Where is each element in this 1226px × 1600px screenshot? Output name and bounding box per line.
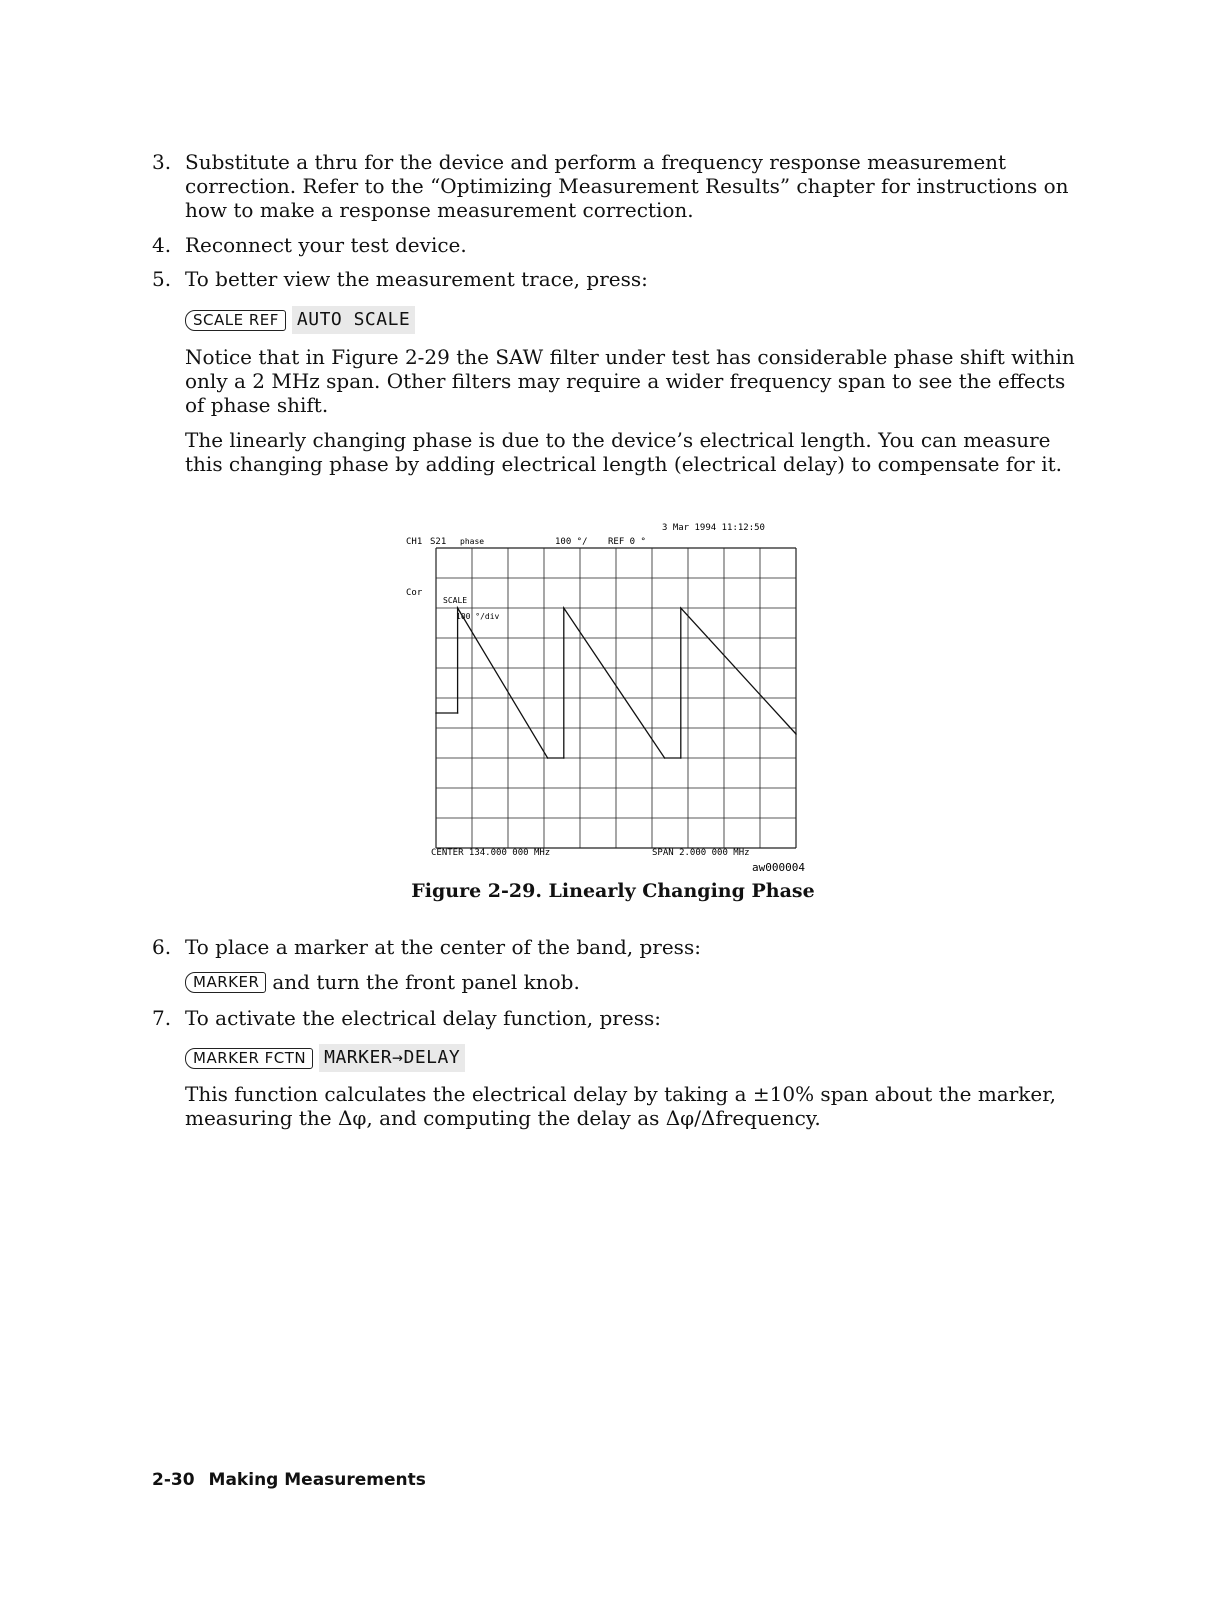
step-number: 7. [152, 1006, 172, 1030]
marker-instruction: and turn the front panel knob. [272, 970, 580, 994]
notice-paragraph: Notice that in Figure 2-29 the SAW filter under test has considerable phase shift within only a 2 MHz span. Other filters may require a wider frequency span to see the effects of phase shift. [185, 345, 1075, 417]
marker-key: MARKER [185, 972, 266, 993]
scale-per-div-label: 100 °/ [555, 537, 588, 547]
step-text: Reconnect your test device. [185, 233, 467, 257]
trace-point [795, 733, 797, 735]
section-title: Making Measurements [208, 1470, 426, 1490]
step-5 [152, 267, 1092, 291]
page-number: 2-30 [152, 1470, 195, 1490]
step-6 [152, 935, 1092, 959]
span-label: SPAN 2.000 000 MHz [652, 848, 750, 858]
cor-label: Cor [406, 588, 423, 598]
trace-point [435, 712, 437, 714]
param-label: S21 [430, 537, 447, 547]
step-number: 4. [152, 233, 172, 257]
scale-annotation-label: SCALE [443, 596, 468, 605]
trace-point [563, 607, 565, 609]
figure-2-29 [400, 515, 850, 895]
channel-label: CH1 [406, 537, 423, 547]
function-paragraph: This function calculates the electrical delay by taking a ±10% span about the marker, measuring the Δφ, and computing the delay as Δφ/Δfrequency. [185, 1082, 1056, 1130]
step-text: To better view the measurement trace, press: [185, 267, 648, 291]
trace-point [664, 757, 666, 759]
step-number: 3. [152, 150, 172, 174]
step-number: 6. [152, 935, 172, 959]
figure-caption: Figure 2-29. Linearly Changing Phase [411, 880, 815, 902]
scale-value-label: 100 °/div [456, 612, 500, 621]
plot-grid [436, 548, 796, 848]
analyzer-screen-plot [400, 515, 850, 895]
center-freq-label: CENTER 134.000 000 MHz [431, 848, 551, 858]
trace-point [680, 757, 682, 759]
keystroke-marker [185, 969, 580, 995]
auto-scale-softkey: AUTO SCALE [292, 306, 415, 334]
trace-point [563, 757, 565, 759]
step-text: To place a marker at the center of the band, press: [185, 935, 701, 959]
step-3 [152, 150, 1092, 222]
trace-point [457, 712, 459, 714]
format-label: phase [460, 537, 485, 546]
trace-point [457, 607, 459, 609]
step-7 [152, 1006, 1092, 1030]
figure-id-label: aw000004 [752, 861, 805, 874]
page-footer [152, 1470, 426, 1490]
marker-fctn-key: MARKER FCTN [185, 1048, 313, 1069]
step-number: 5. [152, 267, 172, 291]
step-4 [152, 233, 1092, 257]
step-text: Substitute a thru for the device and perform a frequency response measurement correction. Refer to the “Optimizing Measurement Results” chapter for instructions on how to make a response measurement correction. [185, 150, 1069, 222]
ref-label: REF 0 ° [608, 537, 646, 547]
keystroke-delay [185, 1044, 465, 1072]
linear-phase-paragraph: The linearly changing phase is due to the device’s electrical length. You can measure this changing phase by adding electrical length (electrical delay) to compensate for it. [185, 428, 1062, 476]
step-text: To activate the electrical delay function, press: [185, 1006, 661, 1030]
marker-delay-softkey: MARKER→DELAY [319, 1044, 465, 1072]
trace-point [680, 607, 682, 609]
trace-point [547, 757, 549, 759]
keystroke-scale [185, 306, 415, 334]
date-time-label: 3 Mar 1994 11:12:50 [662, 523, 765, 533]
scale-ref-key: SCALE REF [185, 310, 286, 331]
